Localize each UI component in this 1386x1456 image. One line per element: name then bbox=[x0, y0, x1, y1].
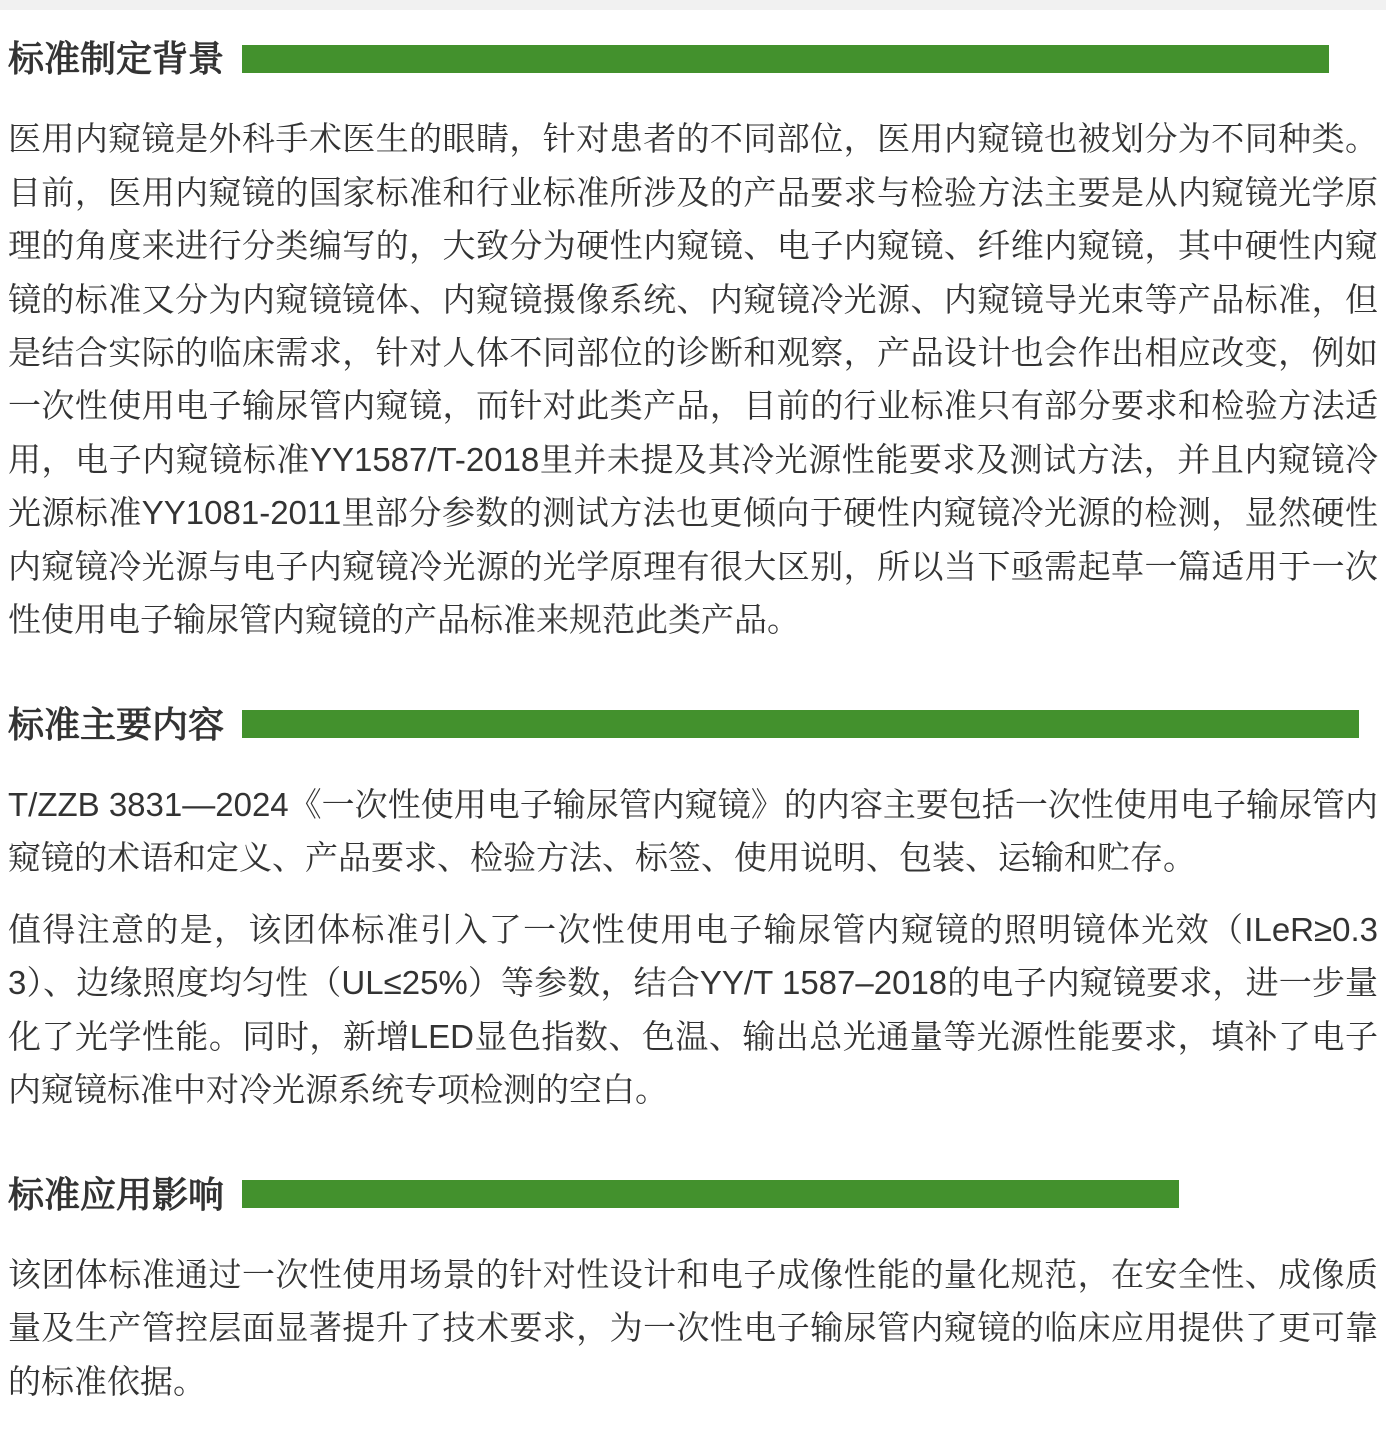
paragraph: 医用内窥镜是外科手术医生的眼睛，针对患者的不同部位，医用内窥镜也被划分为不同种类。目前，医用内窥镜的国家标准和行业标准所涉及的产品要求与检验方法主要是从内窥镜光学原理的角度来进行分类编写的，大致分为硬性内窥镜、电子内窥镜、纤维内窥镜，其中硬性内窥镜的标准又分为内窥镜镜体、内窥镜摄像系统、内窥镜冷光源、内窥镜导光束等产品标准，但是结合实际的临床需求，针对人体不同部位的诊断和观察，产品设计也会作出相应改变，例如一次性使用电子输尿管内窥镜，而针对此类产品，目前的行业标准只有部分要求和检验方法适用，电子内窥镜标准YY1587/T-2018里并未提及其冷光源性能要求及测试方法，并且内窥镜冷光源标准YY1081-2011里部分参数的测试方法也更倾向于硬性内窥镜冷光源的检测，显然硬性内窥镜冷光源与电子内窥镜冷光源的光学原理有很大区别，所以当下亟需起草一篇适用于一次性使用电子输尿管内窥镜的产品标准来规范此类产品。 bbox=[8, 120, 1378, 639]
section-heading-row bbox=[8, 1173, 1378, 1216]
top-divider bbox=[0, 0, 1386, 10]
heading-accent-bar bbox=[242, 45, 1329, 73]
paragraph: T/ZZB 3831—2024《一次性使用电子输尿管内窥镜》的内容主要包括一次性使用电子输尿管内窥镜的术语和定义、产品要求、检验方法、标签、使用说明、包装、运输和贮存。 bbox=[8, 785, 1378, 877]
section-heading-row bbox=[8, 37, 1378, 80]
paragraph: 值得注意的是，该团体标准引入了一次性使用电子输尿管内窥镜的照明镜体光效（ILeR≥0.33）、边缘照度均匀性（UL≤25%）等参数，结合YY/T 1587–2018的电子内窥镜要求，进一步量化了光学性能。同时，新增LED显色指数、色温、输出总光通量等光源性能要求，填补了电子内窥镜标准中对冷光源系统专项检测的空白。 bbox=[8, 910, 1378, 1109]
section-title: 标准应用影响 bbox=[8, 1173, 225, 1215]
heading-accent-bar bbox=[242, 710, 1359, 738]
section-heading-row bbox=[8, 703, 1378, 746]
heading-accent-bar bbox=[242, 1180, 1179, 1208]
section-title: 标准主要内容 bbox=[8, 703, 225, 745]
section-standard-background bbox=[8, 37, 1378, 647]
section-standard-main-content bbox=[8, 703, 1378, 1117]
section-title: 标准制定背景 bbox=[8, 38, 225, 79]
paragraph: 该团体标准通过一次性使用场景的针对性设计和电子成像性能的量化规范，在安全性、成像质量及生产管控层面显著提升了技术要求，为一次性电子输尿管内窥镜的临床应用提供了更可靠的标准依据。 bbox=[8, 1255, 1378, 1400]
section-standard-application-impact bbox=[8, 1173, 1378, 1409]
